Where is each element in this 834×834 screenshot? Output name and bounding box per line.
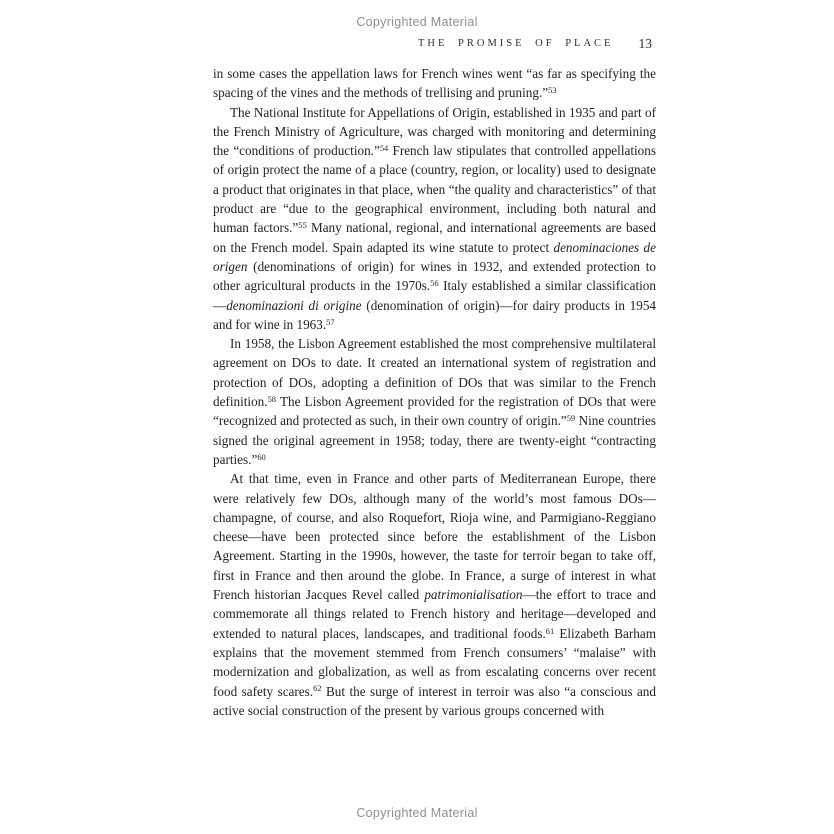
text-run: —the effort to trace and commemorate all things related to French history and heritage—developed and extended to natural places, landscapes, and traditional foods. xyxy=(213,587,656,641)
body-text xyxy=(213,64,656,720)
paragraph-2 xyxy=(213,103,656,335)
footnote-reference: 61 xyxy=(545,625,555,636)
text-run: Nine countries signed the original agreement in 1958; today, there are twenty-eight “contracting parties.” xyxy=(213,413,656,467)
footnote-reference: 59 xyxy=(566,413,576,424)
text-run: (denomination of origin)—for dairy products in 1954 and for wine in 1963. xyxy=(213,297,657,332)
paragraph-3 xyxy=(213,334,656,469)
copyright-notice-bottom: Copyrighted Material xyxy=(356,806,478,820)
paragraph-1 xyxy=(213,64,656,103)
text-run: But the surge of interest in terroir was also “a conscious and active social construction of the present by various groups concerned with xyxy=(213,683,656,718)
footnote-reference: 62 xyxy=(313,683,322,694)
foreign-term: denominaciones de origen xyxy=(213,239,656,274)
footnote-reference: 56 xyxy=(430,278,439,289)
foreign-term: patrimonialisation xyxy=(424,587,523,603)
text-run: The Lisbon Agreement provided for the registration of DOs that were “recognized and protected as such, in their own country of origin.” xyxy=(213,394,656,429)
text-run: French law stipulates that controlled appellations of origin protect the name of a place (country, region, or locality) used to designate a product that originates in that place, when “the quality and characteristics” of that product are “due to the geographical environment, including both natural and human factors.” xyxy=(213,143,656,236)
page-number: 13 xyxy=(638,36,652,51)
text-run: At that time, even in France and other parts of Mediterranean Europe, there were relatively few DOs, although many of the world’s most famous DOs—champagne, of course, and also Roquefort, Rioja wine, and Parmigiano-Reggiano cheese—have been protected since before the establishment of the Lisbon Agreement. Starting in the 1990s, however, the taste for terroir began to take off, first in France and then around the globe. In France, a surge of interest in what French historian Jacques Revel called xyxy=(213,471,656,603)
footnote-reference: 58 xyxy=(267,394,277,404)
text-run: (denominations of origin) for wines in 1932, and extended protection to other agricultural products in the 1970s. xyxy=(213,258,656,294)
text-run: Elizabeth Barham explains that the movement stemmed from French consumers’ “malaise” with modernization and globalization, as well as from escalating concerns over recent food safety scares. xyxy=(213,625,656,699)
text-run: Italy established a similar classification— xyxy=(213,278,656,313)
footnote-reference: 55 xyxy=(298,220,307,231)
footnote-reference: 53 xyxy=(548,85,557,96)
footnote-reference: 54 xyxy=(379,143,389,154)
copyright-notice-top: Copyrighted Material xyxy=(356,15,478,29)
footnote-reference: 60 xyxy=(257,451,266,462)
foreign-term: denominazioni di origine xyxy=(226,297,362,313)
text-run: The National Institute for Appellations of Origin, established in 1935 and part of the French Ministry of Agriculture, was charged with monitoring and determining the “conditions of production.” xyxy=(213,104,656,159)
text-run: Many national, regional, and international agreements are based on the French model. Spain adapted its wine statute to protect xyxy=(213,220,657,255)
footnote-reference: 57 xyxy=(326,316,335,327)
text-run: in some cases the appellation laws for French wines went “as far as specifying the spacing of the vines and the methods of trellising and pruning.” xyxy=(213,66,656,101)
text-run: In 1958, the Lisbon Agreement established the most comprehensive multilateral agreement on DOs to date. It created an international system of registration and protection of DOs, adopting a definition of DOs that was similar to the French definition. xyxy=(213,336,656,410)
paragraph-4 xyxy=(213,469,656,720)
running-head: THE PROMISE OF PLACE xyxy=(418,38,614,49)
